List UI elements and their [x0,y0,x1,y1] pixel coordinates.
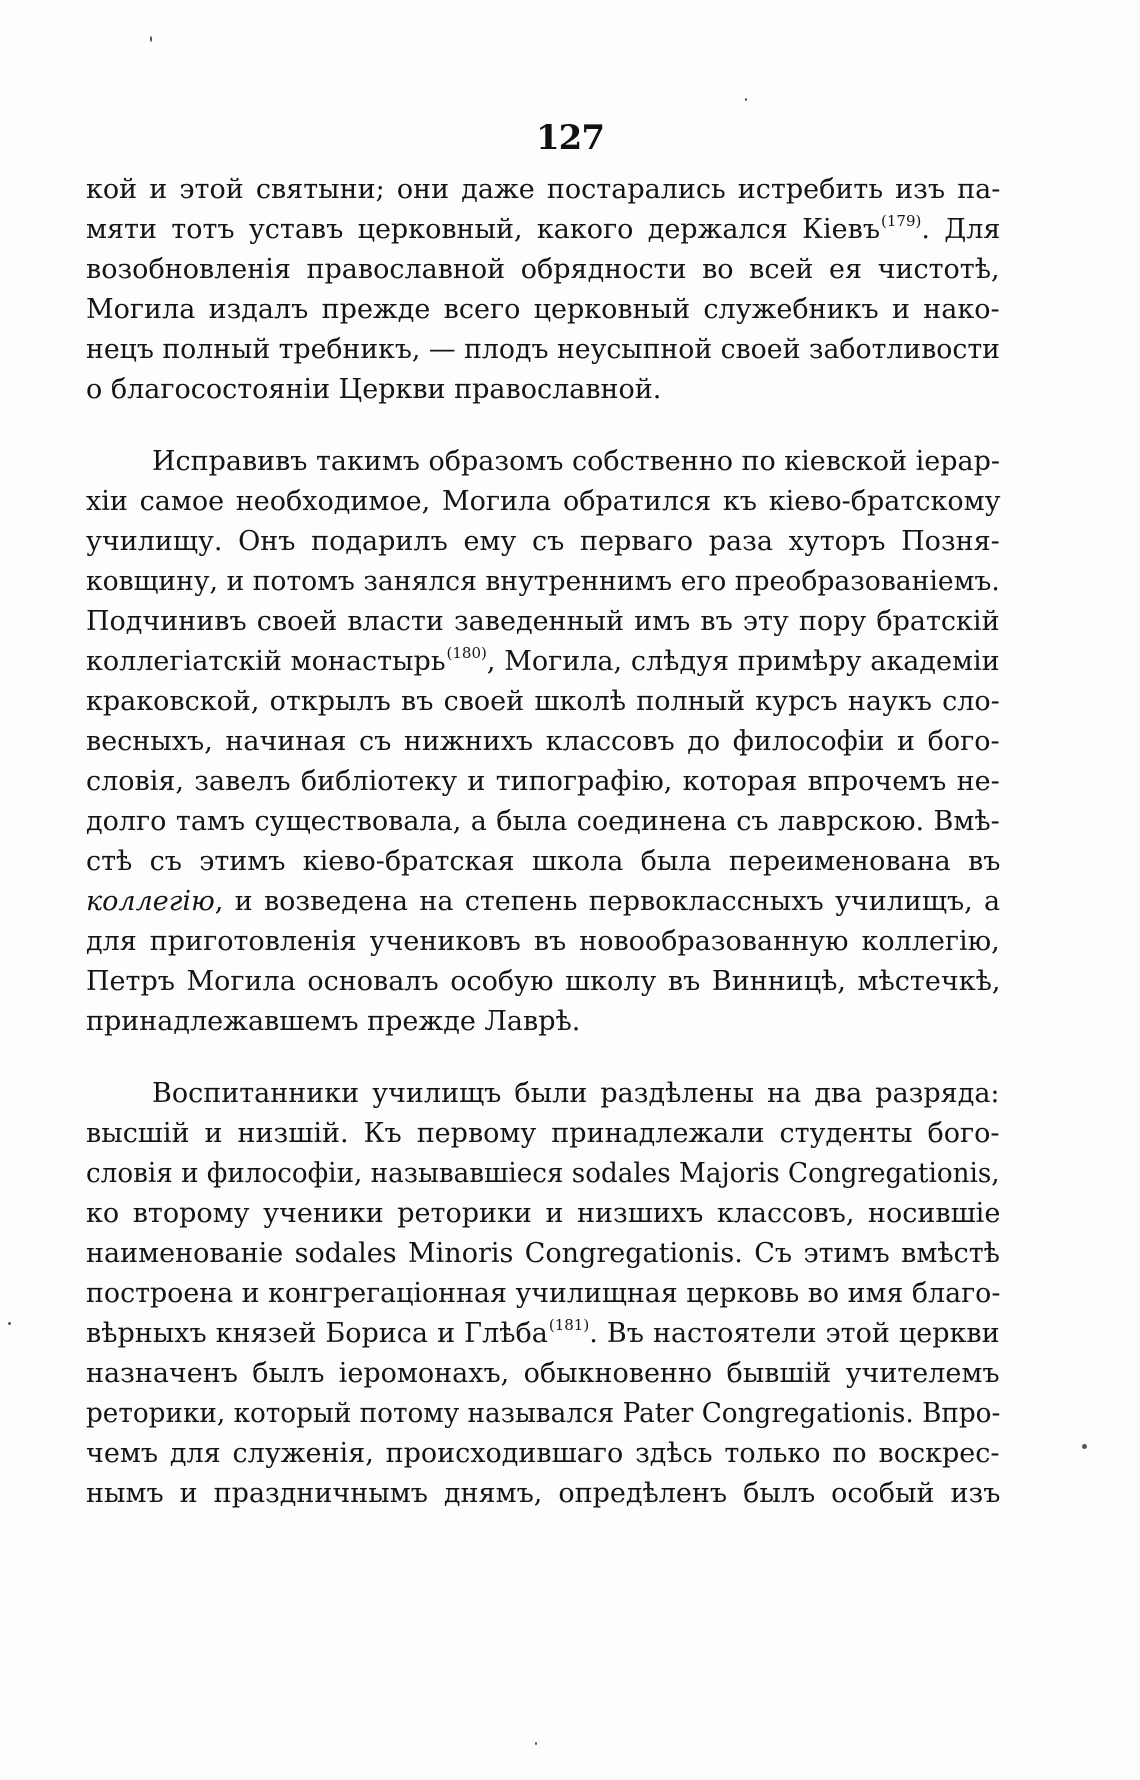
text-line: стѣ съ этимъ кіево-братская школа была переименована въ [86,846,1001,877]
text-line: Могила издалъ прежде всего церковный служебникъ и нако- [86,294,1000,325]
text-line: Воспитанники училищъ были раздѣлены на два разряда: [152,1078,1000,1109]
scan-speck [535,1742,537,1745]
text-line: словія и философіи, называвшіеся sodales Majoris Congregationis, [86,1158,1000,1189]
text-line: вѣрныхъ князей Бориса и Глѣба$^{(181)}$. Въ настоятели этой церкви [86,1316,1000,1349]
text-line: кой и этой святыни; они даже постарались истребить изъ па- [86,174,1001,205]
text-line: весныхъ, начиная съ нижнихъ классовъ до философіи и бого- [86,726,1000,757]
text-line: коллегію, и возведена на степень первоклассныхъ училищъ, а [86,886,1001,917]
text-line: словія, завелъ библіотеку и типографію, которая впрочемъ не- [86,766,1000,797]
text-line: для приготовленія учениковъ въ новообразованную коллегію, [86,926,1000,957]
footnote-ref[interactable]: (181) [548,1316,590,1334]
scan-speck [1082,1444,1087,1449]
text-line: хіи самое необходимое, Могила обратился къ кіево-братскому [86,486,1001,517]
text-line: построена и конгрегаціонная училищная церковь во имя благо- [86,1278,1001,1309]
text-line: нецъ полный требникъ, — плодъ неусыпной своей заботливости [86,334,1000,365]
text-line: Петръ Могила основалъ особую школу въ Винницѣ, мѣстечкѣ, [86,966,1001,997]
scan-speck [745,98,747,101]
text-line: мяти тотъ уставъ церковный, какого держался Кіевъ$^{(179)}$. Для [86,212,1001,245]
scan-speck [8,1322,11,1325]
text-line: ко второму ученики реторики и низшихъ классовъ, носившіе [86,1198,1001,1229]
text-line: назначенъ былъ іеромонахъ, обыкновенно бывшій учителемъ [86,1358,1000,1389]
text-line: долго тамъ существовала, а была соединена съ лаврскою. Вмѣ- [86,806,1000,837]
text-line: Исправивъ такимъ образомъ собственно по кіевской іерар- [152,446,1000,477]
text-line: краковской, открылъ въ своей школѣ полный курсъ наукъ сло- [86,686,1000,717]
footnote-ref[interactable]: (179) [881,212,922,230]
text-line: принадлежавшемъ прежде Лаврѣ. [86,1006,581,1037]
text-line: возобновленія православной обрядности во всей ея чистотѣ, [86,254,1000,285]
text-line: о благосостояніи Церкви православной. [86,374,662,405]
text-line: наименованіе sodales Minoris Congregationis. Съ этимъ вмѣстѣ [86,1238,1000,1269]
footnote-ref[interactable]: (180) [446,644,487,662]
text-line: ковщину, и потомъ занялся внутреннимъ его преобразованіемъ. [86,566,1000,597]
text-line: чемъ для служенія, происходившаго здѣсь только по воскрес- [86,1438,1000,1469]
text-line: Подчинивъ своей власти заведенный имъ въ эту пору братскій [86,606,1000,637]
page-number: 127 [536,118,604,158]
text-line: нымъ и праздничнымъ днямъ, опредѣленъ былъ особый изъ [86,1478,1001,1509]
text-line: высшій и низшій. Къ первому принадлежали студенты бого- [86,1118,1000,1149]
scan-speck [150,36,152,42]
text-line: училищу. Онъ подарилъ ему съ перваго раза хуторъ Позня- [86,526,1000,557]
text-line: реторики, который потому назывался Pater Congregationis. Впро- [86,1398,1001,1429]
text-line: коллегіатскій монастырь$^{(180)}$, Могила, слѣдуя примѣру академіи [86,644,1000,677]
